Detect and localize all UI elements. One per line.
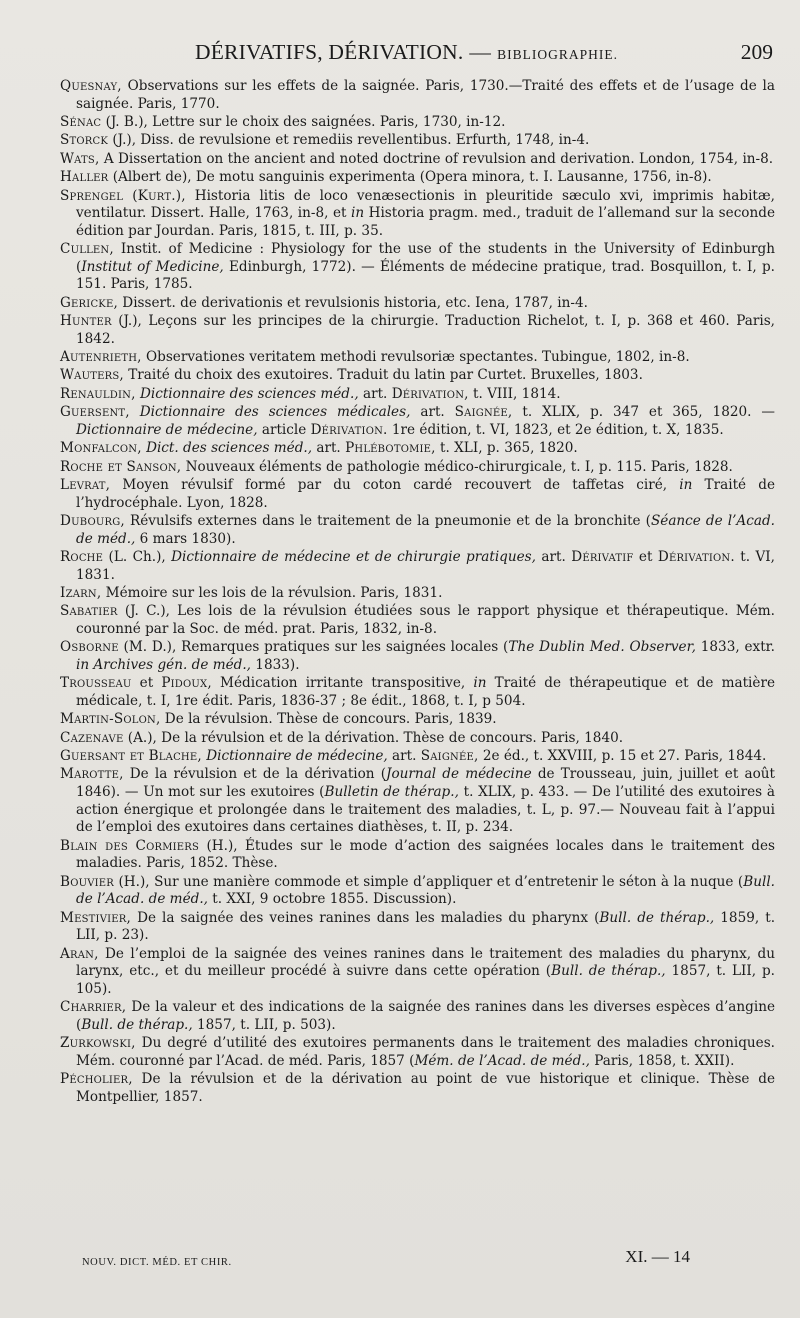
entry-author: Izarn, xyxy=(60,584,102,601)
bibliography-entry xyxy=(60,766,775,836)
entry-title-italic: in xyxy=(679,477,693,494)
bibliography-entry xyxy=(60,295,775,313)
entry-text: Observationes veritatem methodi revulsoriæ spectantes. Tubingue, 1802, in-8. xyxy=(141,349,690,366)
entry-title-italic: Dictionnaire de médecine, xyxy=(206,748,388,765)
entry-author: Renauldin, xyxy=(60,385,136,402)
entry-text: (J. B.), Lettre sur le choix des saignées. Paris, 1730, in-12. xyxy=(101,113,506,130)
bibliography-entry xyxy=(60,440,775,458)
entry-text: de Trousseau, juin, juillet et août 1846). — Un mot sur les exutoires ( xyxy=(76,766,775,801)
entry-text: 1re édition, t. VI, 1823, et 2e édition, t. X, 1835. xyxy=(387,421,724,438)
entry-author: Roche et Sanson, xyxy=(60,458,182,475)
entry-text: art. xyxy=(535,548,572,565)
entry-text: t. XLIX, p. 433. — De l’utilité des exutoires à action énergique et prolongée dans le traitement des maladies, t. L, p. 97.— Nouveau fait à l’appui de l’emploi des exutoires dans certaines diathèses, t. II, p. 234. xyxy=(76,784,775,836)
entry-text: De la saignée des veines ranines dans les maladies du pharynx ( xyxy=(131,909,600,926)
entry-author: Hunter xyxy=(60,313,112,330)
bibliography-entry xyxy=(60,711,775,729)
entry-author: Marotte, xyxy=(60,766,124,783)
entry-author: Wats, xyxy=(60,150,100,167)
entry-title-italic: Séance de l’Acad. de méd., xyxy=(76,513,775,547)
bibliography-entry xyxy=(60,838,775,873)
entry-title-italic: Bull. de thérap., xyxy=(81,1016,193,1033)
entry-text: Révulsifs externes dans le traitement de la pneumonie et de la bronchite ( xyxy=(124,513,651,529)
entry-author: Zurkowski, xyxy=(60,1035,136,1052)
entry-text: art. xyxy=(387,748,421,765)
entry-title-italic: Bull. de thérap., xyxy=(551,963,666,980)
bibliography-entry xyxy=(60,114,775,132)
entry-text: Traité de thérapeutique et de matière médicale, t. I, 1re édit. Paris, 1836-37 ; 8e édit., 1868, t. I, p 504. xyxy=(76,675,775,709)
entry-author: Levrat, xyxy=(60,477,111,494)
entry-author: Bouvier xyxy=(60,873,115,890)
entry-text: Traité du choix des exutoires. Traduit du latin par Curtet. Bruxelles, 1803. xyxy=(123,367,643,384)
header-subtitle: BIBLIOGRAPHIE. xyxy=(497,47,618,62)
entry-text: art. xyxy=(410,404,455,421)
entry-title-italic: Bulletin de thérap., xyxy=(324,784,459,801)
footer-signature: NOUV. DICT. MÉD. ET CHIR. xyxy=(82,1257,232,1268)
entry-text: (J.), Diss. de revulsione et remediis revellentibus. Erfurth, 1748, in-4. xyxy=(108,132,590,149)
entry-author: Guersent, xyxy=(60,404,130,421)
entry-title-italic: in xyxy=(350,205,365,222)
bibliography-entry xyxy=(60,349,775,367)
entry-text: Observations sur les effets de la saignée. Paris, 1730.—Traité des effets et de l’usage de la saignée. Paris, 1770. xyxy=(76,78,775,112)
entry-author: Dérivation. xyxy=(657,548,735,565)
bibliography-entry xyxy=(60,910,775,945)
entry-author: Dérivation, xyxy=(391,385,469,402)
entry-text: Historia pragm. med., traduit de l’allemand sur la seconde édition par Jourdan. Paris, 1815, t. III, p. 35. xyxy=(76,205,775,239)
entry-author: Blain des Cormiers xyxy=(60,837,200,854)
bibliography-entry xyxy=(60,78,775,113)
entry-author: Sénac xyxy=(60,113,102,130)
entry-title-italic: Institut of Medicine, xyxy=(81,258,224,275)
entry-author: Aran, xyxy=(60,945,99,962)
bibliography-entry xyxy=(60,151,775,169)
entry-text: article xyxy=(257,421,311,438)
entry-text: (H.), Sur une manière commode et simple d’appliquer et d’entretenir le séton à la nuque ( xyxy=(114,873,744,890)
entry-title-italic: Bull. de thérap., xyxy=(599,909,715,926)
entry-text: 1857, t. LII, p. 503). xyxy=(192,1016,336,1033)
entry-text: 1833). xyxy=(250,656,300,673)
bibliography-list xyxy=(60,78,775,1106)
entry-text: Traité de l’hydrocéphale. Lyon, 1828. xyxy=(76,477,775,511)
bibliography-entry xyxy=(60,639,775,674)
entry-author: Martin-Solon, xyxy=(60,711,161,728)
entry-author: Mestivier, xyxy=(60,909,132,926)
bibliography-entry xyxy=(60,513,775,548)
entry-title-italic: Dictionnaire des sciences médicales, xyxy=(139,404,411,421)
running-header xyxy=(60,40,775,76)
entry-title-italic: Dictionnaire de médecine, xyxy=(76,421,258,438)
entry-text: (Albert de), De motu sanguinis experimenta (Opera minora, t. I. Lausanne, 1756, in-8). xyxy=(108,169,712,186)
entry-author: Cazenave xyxy=(60,729,124,746)
bibliography-entry xyxy=(60,549,775,584)
page-number: 209 xyxy=(740,40,773,64)
entry-text: t. VIII, 1814. xyxy=(468,385,561,402)
entry-text: (H.), Études sur le mode d’action des saignées locales dans le traitement des maladies. Paris, 1852. Thèse. xyxy=(76,837,775,872)
entry-text: De la révulsion. Thèse de concours. Paris, 1839. xyxy=(160,711,497,728)
entry-title-italic: Mém. de l’Acad. de méd., xyxy=(414,1052,590,1069)
entry-text: t. XLIX, p. 347 et 365, 1820. — xyxy=(512,404,776,421)
entry-text: Edinburgh, 1772). — Éléments de médecine pratique, trad. Bosquillon, t. I, p. 151. Paris, 1785. xyxy=(76,258,776,293)
entry-title-italic: Journal de médecine xyxy=(386,766,532,783)
entry-text: art. xyxy=(358,385,392,402)
entry-text: et xyxy=(131,675,162,692)
entry-text: t. XLI, p. 365, 1820. xyxy=(435,440,578,457)
entry-text: 1857, t. LII, p. 105). xyxy=(76,963,775,997)
entry-text: Médication irritante transpositive, xyxy=(211,675,474,692)
bibliography-entry xyxy=(60,748,775,766)
entry-text: art. xyxy=(312,440,346,457)
entry-text: (A.), De la révulsion et de la dérivation. Thèse de concours. Paris, 1840. xyxy=(123,729,624,746)
entry-text: 1859, t. LII, p. 23). xyxy=(76,909,776,944)
entry-author: Sabatier xyxy=(60,603,118,620)
bibliography-entry xyxy=(60,477,775,512)
entry-author: Roche xyxy=(60,548,104,565)
bibliography-entry xyxy=(60,874,775,909)
entry-title-italic: The Dublin Med. Observer, xyxy=(508,639,696,656)
entry-author: Gericke, xyxy=(60,294,118,311)
entry-author: Sprengel (Kurt.), xyxy=(60,187,186,204)
entry-author: Monfalcon, xyxy=(60,440,142,457)
header-separator: — xyxy=(469,40,492,64)
entry-author: Wauters, xyxy=(60,367,124,384)
entry-text: (L. Ch.), xyxy=(103,548,172,565)
entry-title-italic: in Archives gén. de méd., xyxy=(76,656,251,673)
entry-title-italic: in xyxy=(473,675,487,692)
entry-author: Autenrieth, xyxy=(60,349,142,366)
entry-text: De la révulsion et de la dérivation ( xyxy=(123,766,387,783)
bibliography-entry xyxy=(60,946,775,999)
bibliography-entry xyxy=(60,132,775,150)
entry-text: 2e éd., t. XXVIII, p. 15 et 27. Paris, 1844. xyxy=(478,748,767,765)
bibliography-entry xyxy=(60,367,775,385)
entry-text: Du degré d’utilité des exutoires permanents dans le traitement des maladies chroniques. Mém. couronné par l’Acad. de méd. Paris, 1857 ( xyxy=(76,1035,775,1069)
entry-text: De la révulsion et de la dérivation au point de vue historique et clinique. Thèse de Montpellier, 1857. xyxy=(76,1071,775,1105)
entry-text: Instit. of Medicine : Physiology for the use of the students in the University of Edinburgh ( xyxy=(76,241,775,275)
bibliography-entry xyxy=(60,188,775,241)
entry-author: Dubourg, xyxy=(60,513,125,529)
entry-text: A Dissertation on the ancient and noted doctrine of revulsion and derivation. London, 1754, in-8. xyxy=(99,150,774,167)
entry-author: Saignée, xyxy=(420,748,479,765)
entry-text: Nouveaux éléments de pathologie médico-chirurgicale, t. I, p. 115. Paris, 1828. xyxy=(181,458,733,475)
entry-author: Guersant et Blache, xyxy=(60,748,202,765)
entry-title-italic: Dictionnaire de médecine et de chirurgie pratiques, xyxy=(171,548,536,565)
entry-author: Osborne xyxy=(60,639,119,656)
bibliography-entry xyxy=(60,386,775,404)
entry-text: et xyxy=(633,548,658,565)
bibliography-entry xyxy=(60,169,775,187)
entry-text: t. VI, 1831. xyxy=(76,548,776,583)
entry-title-italic: Bull. de l’Acad. de méd., xyxy=(76,873,775,908)
entry-text: Paris, 1858, t. XXII). xyxy=(589,1052,735,1069)
entry-text: Mémoire sur les lois de la révulsion. Paris, 1831. xyxy=(101,584,443,601)
entry-text xyxy=(130,404,140,420)
header-title: DÉRIVATIFS, DÉRIVATION. xyxy=(195,40,464,64)
entry-author: Pécholier, xyxy=(60,1071,133,1088)
bibliography-entry xyxy=(60,675,775,710)
entry-text: 6 mars 1830). xyxy=(135,530,236,547)
bibliography-entry xyxy=(60,459,775,477)
entry-text: 1833, extr. xyxy=(695,639,776,656)
bibliography-entry xyxy=(60,313,775,348)
entry-text: t. XXI, 9 octobre 1855. Discussion). xyxy=(207,891,457,908)
bibliography-entry xyxy=(60,1071,775,1106)
bibliography-entry xyxy=(60,730,775,748)
bibliography-entry xyxy=(60,404,775,439)
bibliography-entry xyxy=(60,603,775,638)
entry-author: Saignée, xyxy=(454,404,513,421)
entry-title-italic: Dict. des sciences méd., xyxy=(146,440,313,457)
bibliography-entry xyxy=(60,999,775,1034)
entry-author: Phlébotomie, xyxy=(345,440,436,457)
bibliography-entry xyxy=(60,1035,775,1070)
entry-text: (M. D.), Remarques pratiques sur les saignées locales ( xyxy=(118,639,509,656)
bibliography-entry xyxy=(60,241,775,294)
header-title-line xyxy=(195,40,618,65)
entry-author: Trousseau xyxy=(60,675,132,692)
entry-title-italic: Dictionnaire des sciences méd., xyxy=(139,385,359,402)
entry-text: Moyen révulsif formé par du coton cardé recouvert de taffetas ciré, xyxy=(110,477,680,494)
entry-author: Cullen, xyxy=(60,241,114,258)
entry-text: De la valeur et des indications de la saignée des ranines dans les diverses espèces d’angine ( xyxy=(76,999,775,1033)
entry-text: De l’emploi de la saignée des veines ranines dans le traitement des maladies du pharynx, du larynx, etc., et du meilleur procédé à suivre dans cette opération ( xyxy=(76,945,775,980)
entry-author: Pidoux, xyxy=(161,675,212,692)
entry-author: Haller xyxy=(60,169,109,186)
entry-text: (J.), Leçons sur les principes de la chirurgie. Traduction Richelot, t. I, p. 368 et 460. Paris, 1842. xyxy=(76,313,775,347)
page-footer xyxy=(82,1247,690,1270)
entry-author: Quesnay, xyxy=(60,78,122,94)
entry-author: Dérivation. xyxy=(310,421,388,438)
footer-volume-sheet: XI. — 14 xyxy=(625,1247,690,1266)
entry-text: Historia litis de loco venæsectionis in pleuritide sæculo xvi, imprimis habitæ, ventilatur. Dissert. Halle, 1763, in-8, et xyxy=(76,187,775,222)
entry-text: Dissert. de derivationis et revulsionis historia, etc. Iena, 1787, in-4. xyxy=(117,294,588,311)
entry-author: Storck xyxy=(60,132,109,149)
entry-text: (J. C.), Les lois de la révulsion étudiées sous le rapport physique et thérapeutique. Mém. couronné par la Soc. de méd. prat. Paris, 1832, in-8. xyxy=(76,603,775,637)
entry-author: Charrier, xyxy=(60,999,127,1016)
entry-author: Dérivatif xyxy=(571,548,634,565)
bibliography-entry xyxy=(60,585,775,603)
